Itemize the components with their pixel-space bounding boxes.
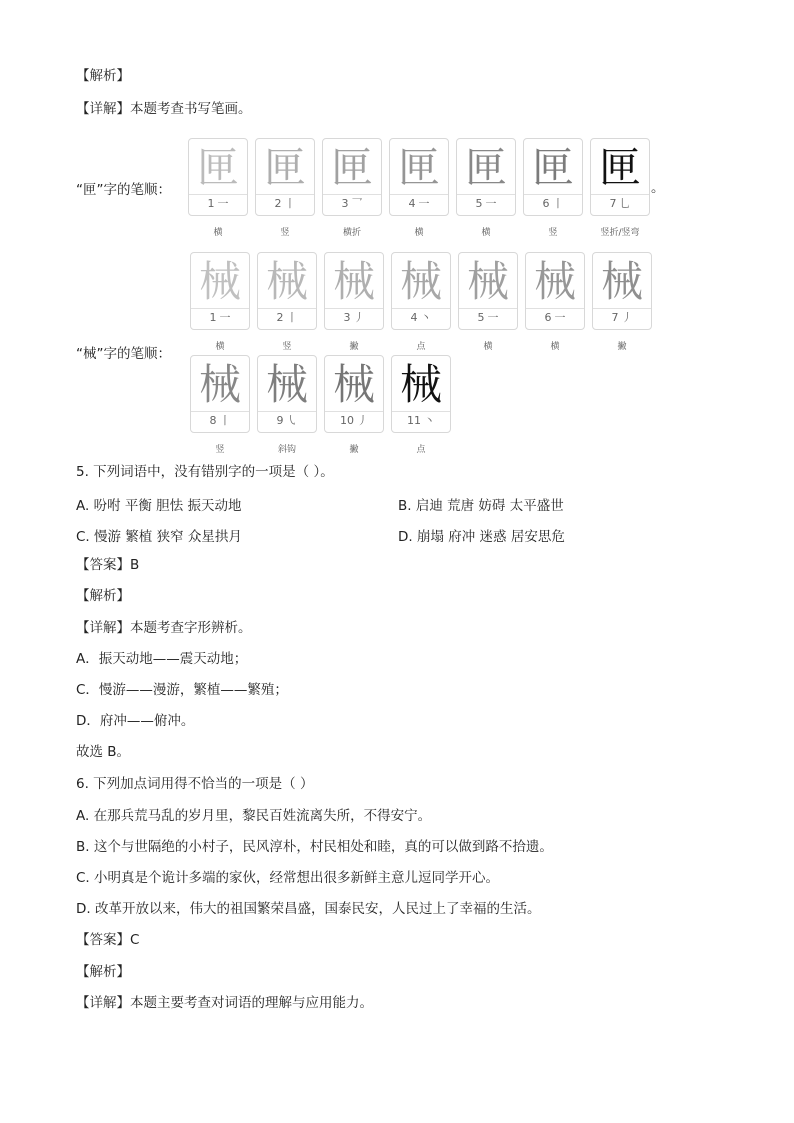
section-jiexi-1: 【解析】 xyxy=(76,68,130,84)
stroke-glyph: 械 xyxy=(198,257,241,306)
stroke-box xyxy=(190,355,250,433)
stroke-cell xyxy=(257,355,317,454)
stroke-index: 7 xyxy=(611,311,619,324)
stroke-shape: 一 xyxy=(487,311,499,324)
stroke-cell xyxy=(188,138,248,237)
q5-option-c: C. 慢游 繁植 狭窄 众星拱月 xyxy=(76,529,242,545)
stroke-box xyxy=(391,355,451,433)
stroke-glyph: 械 xyxy=(198,360,241,409)
stroke-name: 横 xyxy=(215,342,225,352)
char2-stroke-row-1 xyxy=(190,252,659,351)
stroke-box xyxy=(391,252,451,330)
stroke-glyph: 匣 xyxy=(196,143,239,192)
stroke-cell xyxy=(322,138,382,237)
q6-option-c: C. 小明真是个诡计多端的家伙，经常想出很多新鲜主意儿逗同学开心。 xyxy=(76,870,500,886)
stroke-number xyxy=(593,308,651,327)
stroke-box xyxy=(592,252,652,330)
stroke-number xyxy=(323,194,381,213)
stroke-name: 撇 xyxy=(617,342,627,352)
stroke-cell xyxy=(391,355,451,454)
stroke-name: 竖 xyxy=(282,342,292,352)
stroke-box xyxy=(255,138,315,216)
char1-label: “匣”字的笔顺： xyxy=(76,182,171,198)
stroke-cell xyxy=(523,138,583,237)
stroke-box xyxy=(324,355,384,433)
stroke-glyph: 匣 xyxy=(598,143,641,192)
stroke-box xyxy=(458,252,518,330)
stroke-name: 竖 xyxy=(280,228,290,238)
stroke-cell xyxy=(389,138,449,237)
stroke-cell xyxy=(324,355,384,454)
stroke-number xyxy=(258,411,316,430)
stroke-cell xyxy=(458,252,518,351)
stroke-name: 横 xyxy=(483,342,493,352)
q5-jiexi: 【解析】 xyxy=(76,588,130,604)
stroke-index: 4 xyxy=(408,197,416,210)
q5-detail: 【详解】本题考查字形辨析。 xyxy=(76,620,252,636)
stroke-box xyxy=(257,252,317,330)
stroke-number xyxy=(392,411,450,430)
q5-line-4: 故选 B。 xyxy=(76,744,131,760)
q5-line-2: C．慢游——漫游，繁植——繁殖； xyxy=(76,682,288,698)
stroke-shape: 一 xyxy=(418,197,430,210)
stroke-number xyxy=(459,308,517,327)
section-detail-1: 【详解】本题考查书写笔画。 xyxy=(76,101,252,117)
stroke-shape: 丶 xyxy=(424,414,435,427)
stroke-shape: ㇂ xyxy=(286,414,298,427)
stroke-number xyxy=(325,411,383,430)
q5-answer: 【答案】B xyxy=(76,557,140,573)
stroke-glyph: 匣 xyxy=(531,143,574,192)
stroke-box xyxy=(257,355,317,433)
q6-detail: 【详解】本题主要考查对词语的理解与应用能力。 xyxy=(76,995,373,1011)
stroke-number xyxy=(591,194,649,213)
stroke-box xyxy=(523,138,583,216)
q5-question: 5. 下列词语中，没有错别字的一项是（ ）。 xyxy=(76,464,334,480)
stroke-index: 3 xyxy=(341,197,349,210)
stroke-name: 点 xyxy=(416,445,426,455)
stroke-cell xyxy=(190,355,250,454)
stroke-cell xyxy=(255,138,315,237)
stroke-box xyxy=(590,138,650,216)
stroke-glyph: 械 xyxy=(466,257,509,306)
stroke-glyph: 械 xyxy=(399,360,442,409)
stroke-shape: 乛 xyxy=(351,197,363,210)
stroke-box xyxy=(188,138,248,216)
stroke-glyph: 械 xyxy=(600,257,643,306)
stroke-index: 1 xyxy=(209,311,217,324)
stroke-box xyxy=(456,138,516,216)
q5-line-1: A．振天动地——震天动地； xyxy=(76,651,248,667)
stroke-shape: 丨 xyxy=(286,311,298,324)
stroke-shape: 丿 xyxy=(357,414,368,427)
stroke-index: 2 xyxy=(274,197,282,210)
stroke-shape: 丿 xyxy=(353,311,365,324)
stroke-cell xyxy=(391,252,451,351)
stroke-shape: 丨 xyxy=(284,197,296,210)
stroke-number xyxy=(191,308,249,327)
stroke-shape: 丶 xyxy=(420,311,432,324)
stroke-name: 横 xyxy=(213,228,223,238)
stroke-cell xyxy=(592,252,652,351)
stroke-cell xyxy=(590,138,650,237)
stroke-name: 横 xyxy=(481,228,491,238)
stroke-shape: 一 xyxy=(219,311,231,324)
stroke-glyph: 械 xyxy=(265,360,308,409)
stroke-number xyxy=(392,308,450,327)
char1-stroke-row xyxy=(188,138,657,237)
stroke-index: 9 xyxy=(276,414,284,427)
stroke-box xyxy=(322,138,382,216)
stroke-glyph: 匣 xyxy=(397,143,440,192)
stroke-shape: 一 xyxy=(485,197,497,210)
stroke-glyph: 械 xyxy=(265,257,308,306)
stroke-index: 2 xyxy=(276,311,284,324)
stroke-index: 5 xyxy=(475,197,483,210)
stroke-shape: 一 xyxy=(217,197,229,210)
stroke-name: 点 xyxy=(416,342,426,352)
stroke-index: 11 xyxy=(407,414,421,427)
stroke-number xyxy=(390,194,448,213)
stroke-number xyxy=(191,411,249,430)
stroke-name: 横 xyxy=(414,228,424,238)
stroke-name: 撇 xyxy=(349,342,359,352)
stroke-index: 1 xyxy=(207,197,215,210)
stroke-name: 横折 xyxy=(342,228,361,238)
stroke-glyph: 匣 xyxy=(464,143,507,192)
stroke-index: 4 xyxy=(410,311,418,324)
stroke-glyph: 械 xyxy=(332,360,375,409)
stroke-index: 5 xyxy=(477,311,485,324)
q5-option-a: A. 吩咐 平衡 胆怯 振天动地 xyxy=(76,498,242,514)
stroke-shape: 乚 xyxy=(619,197,631,210)
stroke-name: 横 xyxy=(550,342,560,352)
q6-option-a: A. 在那兵荒马乱的岁月里，黎民百姓流离失所，不得安宁。 xyxy=(76,808,432,824)
char2-stroke-row-2 xyxy=(190,355,458,454)
stroke-cell xyxy=(456,138,516,237)
q5-option-b: B. 启迪 荒唐 妨碍 太平盛世 xyxy=(398,498,564,514)
stroke-shape: 丨 xyxy=(552,197,564,210)
stroke-number xyxy=(189,194,247,213)
stroke-glyph: 械 xyxy=(399,257,442,306)
stroke-number xyxy=(526,308,584,327)
stroke-name: 竖 xyxy=(215,445,225,455)
stroke-name: 斜钩 xyxy=(277,445,296,455)
char1-end-mark: 。 xyxy=(651,180,665,196)
q5-line-3: D．府冲——俯冲。 xyxy=(76,713,195,729)
stroke-glyph: 匣 xyxy=(330,143,373,192)
stroke-index: 6 xyxy=(544,311,552,324)
stroke-box xyxy=(324,252,384,330)
stroke-number xyxy=(325,308,383,327)
char2-label: “械”字的笔顺： xyxy=(76,346,171,362)
stroke-box xyxy=(525,252,585,330)
q6-option-d: D. 改革开放以来，伟大的祖国繁荣昌盛，国泰民安，人民过上了幸福的生活。 xyxy=(76,901,541,917)
stroke-glyph: 械 xyxy=(332,257,375,306)
q6-question: 6. 下列加点词用得不恰当的一项是（ ） xyxy=(76,776,314,792)
q6-jiexi: 【解析】 xyxy=(76,964,130,980)
stroke-cell xyxy=(525,252,585,351)
stroke-index: 3 xyxy=(343,311,351,324)
stroke-cell xyxy=(324,252,384,351)
q6-answer: 【答案】C xyxy=(76,932,140,948)
q6-option-b: B. 这个与世隔绝的小村子，民风淳朴，村民相处和睦，真的可以做到路不拾遗。 xyxy=(76,839,553,855)
stroke-name: 竖折/竖弯 xyxy=(600,228,640,238)
stroke-shape: 丿 xyxy=(621,311,633,324)
stroke-shape: 一 xyxy=(554,311,566,324)
stroke-name: 竖 xyxy=(548,228,558,238)
stroke-number xyxy=(524,194,582,213)
stroke-index: 6 xyxy=(542,197,550,210)
stroke-cell xyxy=(257,252,317,351)
stroke-cell xyxy=(190,252,250,351)
stroke-shape: 丨 xyxy=(219,414,231,427)
stroke-glyph: 匣 xyxy=(263,143,306,192)
q5-option-d: D. 崩塌 府冲 迷惑 居安思危 xyxy=(398,529,565,545)
stroke-number xyxy=(457,194,515,213)
stroke-index: 10 xyxy=(340,414,354,427)
stroke-index: 7 xyxy=(609,197,617,210)
stroke-name: 撇 xyxy=(349,445,359,455)
stroke-box xyxy=(190,252,250,330)
stroke-box xyxy=(389,138,449,216)
stroke-number xyxy=(258,308,316,327)
stroke-number xyxy=(256,194,314,213)
stroke-index: 8 xyxy=(209,414,217,427)
stroke-glyph: 械 xyxy=(533,257,576,306)
